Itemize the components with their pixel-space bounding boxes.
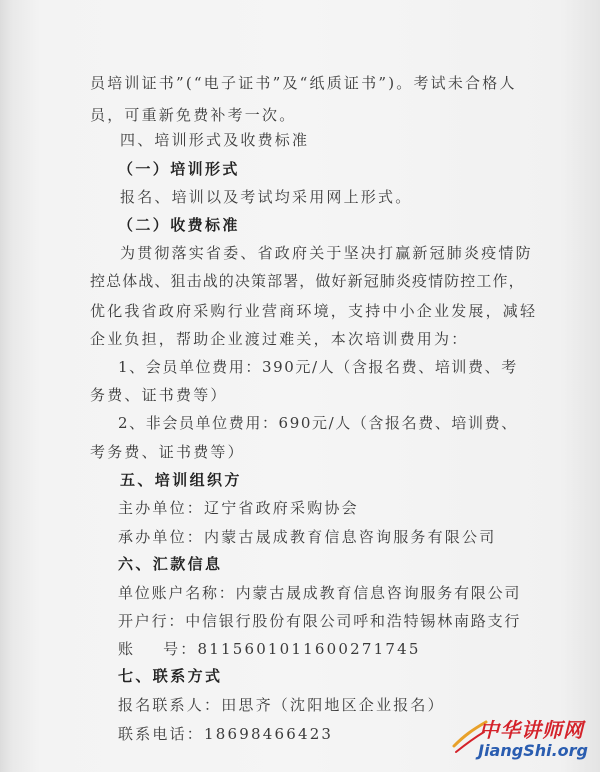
watermark-url: JiangShi.org — [478, 741, 588, 760]
watermark-title: 中华讲师网 — [479, 718, 584, 742]
paragraph-line: 控总体战、狙击战的决策部署，做好新冠肺炎疫情防控工作， — [90, 272, 525, 290]
subsection-heading: （二）收费标准 — [118, 216, 240, 234]
paragraph-line: 务费、证书费等） — [90, 386, 228, 404]
section-heading: 四、培训形式及收费标准 — [120, 131, 310, 149]
paragraph-line: 考务费、证书费等） — [90, 443, 245, 461]
paragraph-line: 联系电话：18698466423 — [118, 725, 334, 743]
paragraph-line: 员，可重新免费补考一次。 — [90, 106, 297, 124]
paragraph-line: 报名联系人：田思齐（沈阳地区企业报名） — [118, 696, 445, 714]
paragraph-line: 员培训证书”(“电子证书”及“纸质证书”)。考试未合格人 — [90, 74, 517, 92]
paragraph-line: 2、非会员单位费用：690元/人（含报名费、培训费、 — [118, 414, 518, 432]
section-heading: 六、汇款信息 — [118, 555, 223, 573]
paragraph-line: 1、会员单位费用：390元/人（含报名费、培训费、考 — [118, 358, 518, 376]
section-heading: 五、培训组织方 — [120, 471, 242, 489]
paragraph-line: 优化我省政府采购行业营商环境，支持中小企业发展，减轻 — [90, 302, 538, 320]
paragraph-line: 主办单位：辽宁省政府采购协会 — [118, 499, 359, 517]
paragraph-line: 承办单位：内蒙古晟成教育信息咨询服务有限公司 — [118, 528, 497, 546]
paragraph-line: 企业负担，帮助企业渡过难关，本次培训费用为： — [90, 330, 469, 348]
paragraph-line: 账 号：8115601011600271745 — [118, 640, 421, 658]
paragraph-line: 报名、培训以及考试均采用网上形式。 — [120, 188, 413, 206]
section-heading: 七、联系方式 — [118, 667, 223, 685]
paragraph-line: 为贯彻落实省委、省政府关于坚决打赢新冠肺炎疫情防 — [120, 244, 533, 262]
paragraph-line: 开户行：中信银行股份有限公司呼和浩特锡林南路支行 — [118, 612, 522, 630]
paragraph-line: 单位账户名称：内蒙古晟成教育信息咨询服务有限公司 — [118, 584, 522, 602]
subsection-heading: （一）培训形式 — [118, 160, 240, 178]
watermark-logo — [440, 714, 590, 766]
